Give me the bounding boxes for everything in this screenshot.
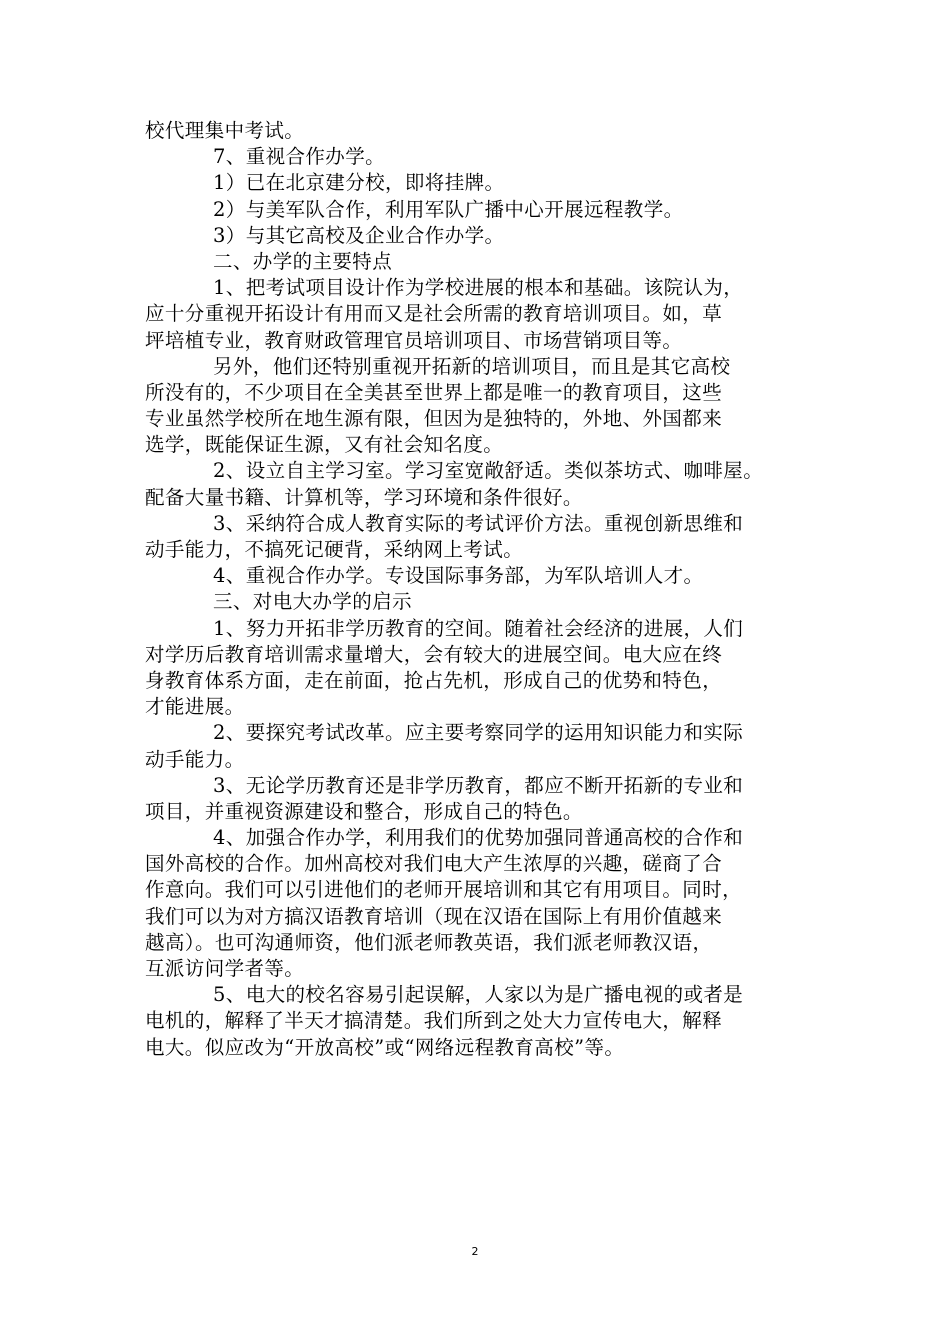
text-line: 4、重视合作办学。专设国际事务部，为军队培训人才。	[213, 564, 704, 588]
page-number: 2	[471, 1245, 479, 1258]
text-line: 3、无论学历教育还是非学历教育，都应不断开拓新的专业和	[213, 773, 744, 797]
text-line: 互派访问学者等。	[145, 957, 305, 980]
text-line: 坪培植专业，教育财政管理官员培训项目、市场营销项目等。	[145, 328, 683, 352]
text-line: 1）已在北京建分校，即将挂牌。	[213, 171, 505, 195]
text-line: 1、把考试项目设计作为学校进展的根本和基础。该院认为，	[213, 276, 744, 300]
text-line: 3）与其它高校及企业合作办学。	[213, 223, 505, 247]
text-line: 身教育体系方面，走在前面，抢占先机，形成自己的优势和特色，	[145, 668, 723, 692]
text-line: 2、要探究考试改革。应主要考察同学的运用知识能力和实际	[213, 721, 744, 745]
text-line: 5、电大的校名容易引起误解，人家以为是广播电视的或者是	[213, 983, 744, 1007]
text-line: 三、对电大办学的启示	[213, 590, 413, 614]
text-line: 越高）。也可沟通师资，他们派老师教英语，我们派老师教汉语，	[145, 930, 713, 954]
text-line: 项目，并重视资源建设和整合，形成自己的特色。	[145, 799, 583, 823]
text-line: 专业虽然学校所在地生源有限，但因为是独特的，外地、外国都来	[145, 407, 723, 431]
text-line: 应十分重视开拓设计有用而又是社会所需的教育培训项目。如，草	[145, 302, 723, 326]
text-line: 动手能力。	[145, 747, 245, 771]
text-line: 动手能力，不搞死记硬背，采纳网上考试。	[145, 538, 524, 561]
text-line: 对学历后教育培训需求量增大，会有较大的进展空间。电大应在终	[145, 642, 723, 666]
text-line: 3、采纳符合成人教育实际的考试评价方法。重视创新思维和	[213, 511, 744, 535]
document-body	[145, 118, 815, 1061]
text-line: 作意向。我们可以引进他们的老师开展培训和其它有用项目。同时，	[145, 878, 743, 902]
text-line: 4、加强合作办学，利用我们的优势加强同普通高校的合作和	[213, 826, 744, 850]
text-line: 才能进展。	[145, 695, 245, 719]
text-line: 另外，他们还特别重视开拓新的培训项目，而且是其它高校	[213, 354, 731, 378]
text-line: 配备大量书籍、计算机等，学习环境和条件很好。	[145, 485, 583, 509]
text-line: 2、设立自主学习室。学习室宽敞舒适。类似茶坊式、咖啡屋。	[213, 459, 764, 483]
text-line: 电大。似应改为“开放高校”或“网络远程教育高校”等。	[145, 1035, 625, 1059]
text-line: 选学，既能保证生源，又有社会知名度。	[145, 433, 504, 457]
text-line: 2）与美军队合作，利用军队广播中心开展远程教学。	[213, 197, 684, 221]
text-line: 国外高校的合作。加州高校对我们电大产生浓厚的兴趣，磋商了合	[145, 852, 723, 876]
text-line: 电机的，解释了半天才搞清楚。我们所到之处大力宣传电大，解释	[145, 1009, 723, 1033]
text-line: 所没有的，不少项目在全美甚至世界上都是唯一的教育项目，这些	[145, 380, 723, 404]
text-line: 1、努力开拓非学历教育的空间。随着社会经济的进展，人们	[213, 616, 744, 640]
text-line: 7、重视合作办学。	[213, 145, 386, 169]
text-line: 校代理集中考试。	[145, 119, 305, 142]
text-line: 我们可以为对方搞汉语教育培训（现在汉语在国际上有用价值越来	[145, 904, 723, 928]
text-line: 二、办学的主要特点	[213, 249, 393, 273]
